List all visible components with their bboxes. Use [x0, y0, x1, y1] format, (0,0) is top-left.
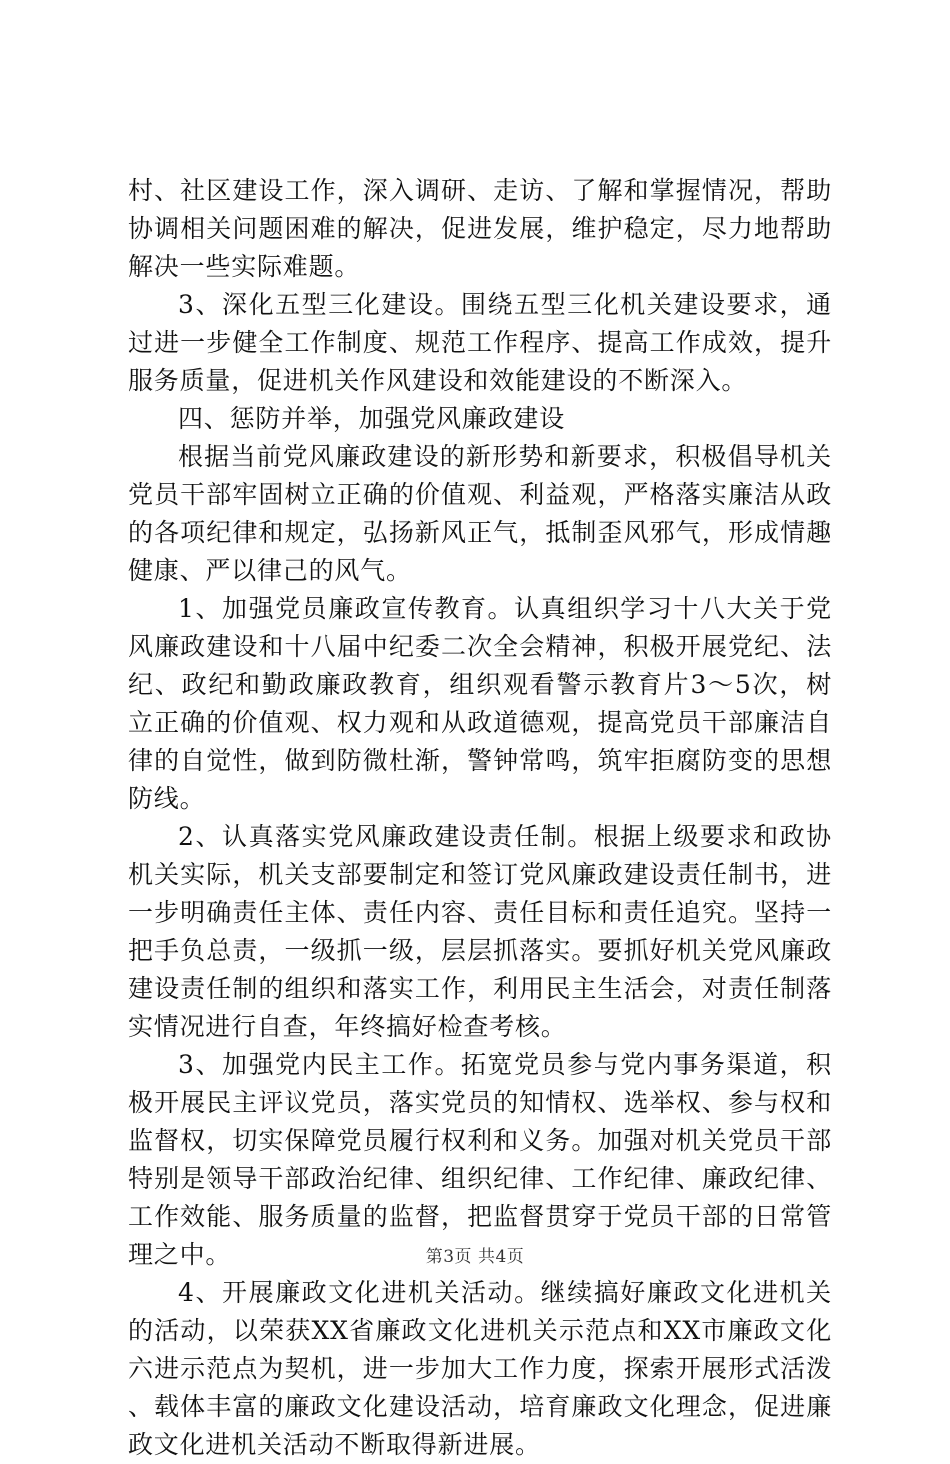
- paragraph-continuation: 村、社区建设工作，深入调研、走访、了解和掌握情况，帮助协调相关问题困难的解决，促进发展，维护稳定，尽力地帮助解决一些实际难题。: [128, 176, 832, 281]
- paragraph-item-3-wuxing: 3、深化五型三化建设。围绕五型三化机关建设要求，通过进一步健全工作制度、规范工作程序、提高工作成效，提升服务质量，促进机关作风建设和效能建设的不断深入。: [128, 290, 832, 395]
- document-body: [128, 172, 832, 1464]
- paragraph-item-1-education: 1、加强党员廉政宣传教育。认真组织学习十八大关于党风廉政建设和十八届中纪委二次全会精神，积极开展党纪、法纪、政纪和勤政廉政教育，组织观看警示教育片3～5次，树立正确的价值观、权力观和从政道德观，提高党员干部廉洁自律的自觉性，做到防微杜渐，警钟常鸣，筑牢拒腐防变的思想防线。: [128, 594, 832, 813]
- paragraph-item-2-responsibility: 2、认真落实党风廉政建设责任制。根据上级要求和政协机关实际，机关支部要制定和签订党风廉政建设责任制书，进一步明确责任主体、责任内容、责任目标和责任追究。坚持一把手负总责，一级抓一级，层层抓落实。要抓好机关党风廉政建设责任制的组织和落实工作，利用民主生活会，对责任制落实情况进行自查，年终搞好检查考核。: [128, 822, 832, 1041]
- page-number-footer: 第3页 共4页: [425, 1247, 525, 1267]
- section-heading-4: 四、惩防并举，加强党风廉政建设: [178, 404, 566, 433]
- paragraph-section-intro: 根据当前党风廉政建设的新形势和新要求，积极倡导机关党员干部牢固树立正确的价值观、利益观，严格落实廉洁从政的各项纪律和规定，弘扬新风正气，抵制歪风邪气，形成情趣健康、严以律己的风气。: [128, 442, 832, 585]
- paragraph-item-4-culture: 4、开展廉政文化进机关活动。继续搞好廉政文化进机关的活动，以荣获XX省廉政文化进机关示范点和XX市廉政文化六进示范点为契机，进一步加大工作力度，探索开展形式活泼、载体丰富的廉政文化建设活动，培育廉政文化理念，促进廉政文化进机关活动不断取得新进展。: [128, 1278, 832, 1459]
- paragraph-item-3-democracy: 3、加强党内民主工作。拓宽党员参与党内事务渠道，积极开展民主评议党员，落实党员的知情权、选举权、参与权和监督权，切实保障党员履行权利和义务。加强对机关党员干部特别是领导干部政治纪律、组织纪律、工作纪律、廉政纪律、工作效能、服务质量的监督，把监督贯穿于党员干部的日常管理之中。: [128, 1050, 832, 1269]
